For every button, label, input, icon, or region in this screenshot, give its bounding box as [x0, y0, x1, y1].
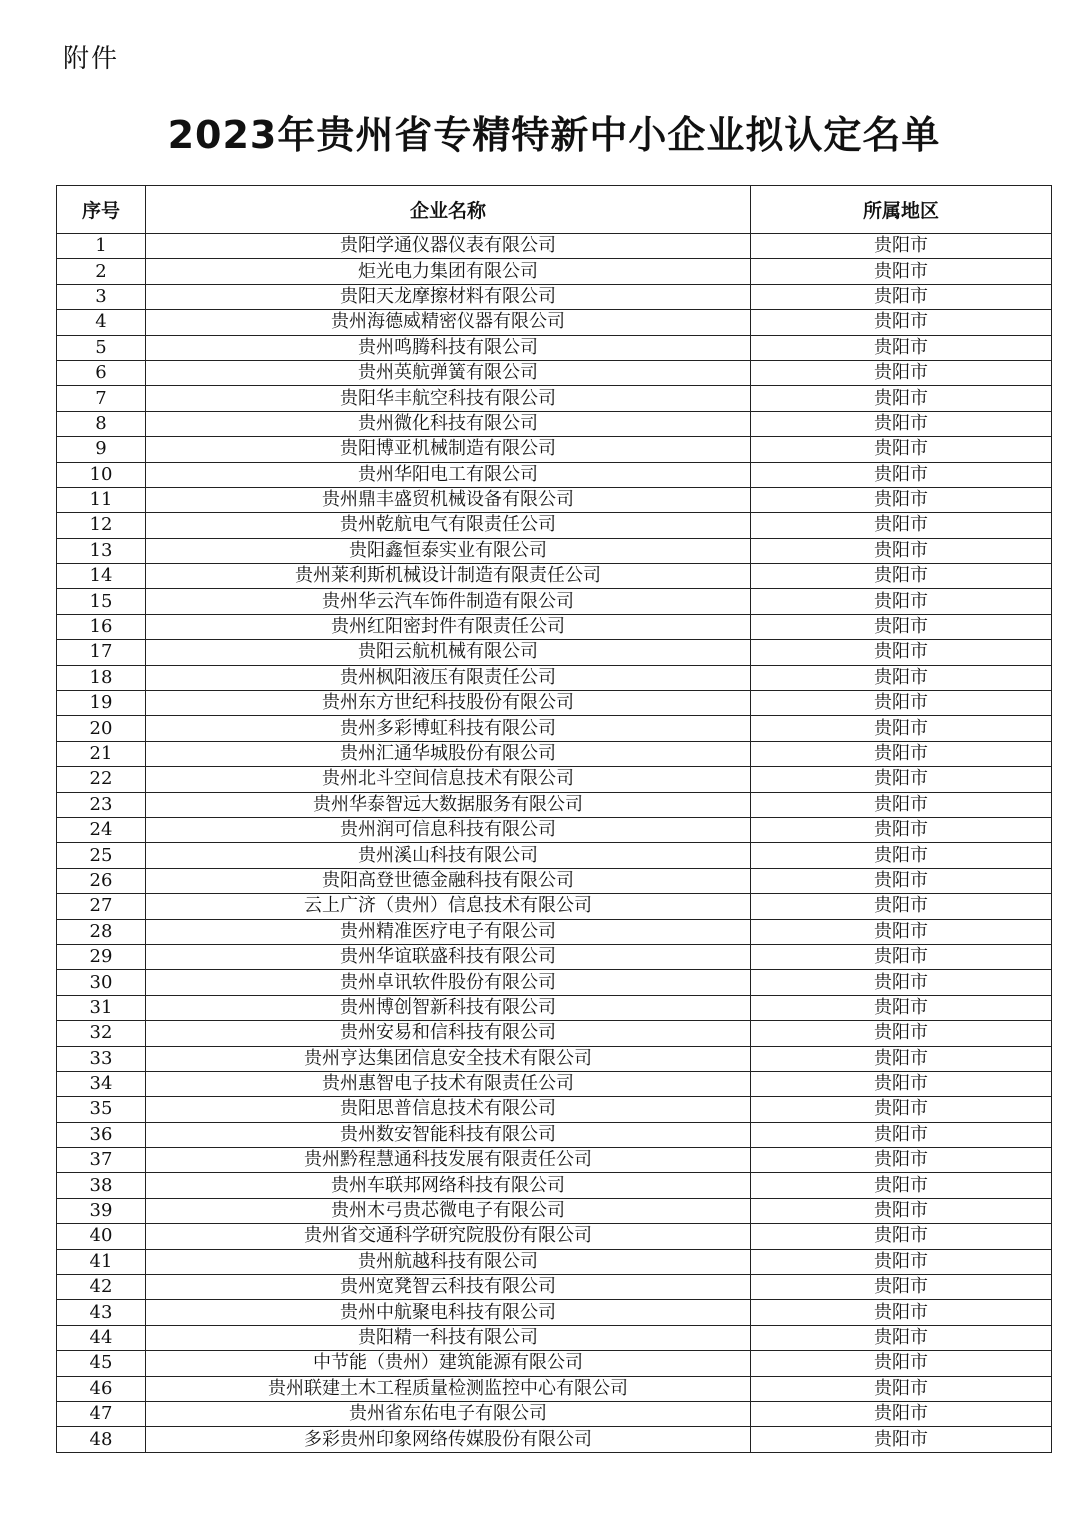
table-row: [57, 411, 1052, 436]
enterprise-name-cell: 贵州鼎丰盛贸机械设备有限公司: [146, 487, 751, 512]
enterprise-name-cell: 贵阳天龙摩擦材料有限公司: [146, 284, 751, 309]
row-index-cell: 37: [57, 1148, 146, 1173]
table-row: [57, 1325, 1052, 1350]
table-row: [57, 1122, 1052, 1147]
row-index-cell: 42: [57, 1275, 146, 1300]
enterprise-name-cell: 贵州航越科技有限公司: [146, 1249, 751, 1274]
table-row: [57, 665, 1052, 690]
table-row: [57, 1097, 1052, 1122]
enterprise-name-cell: 贵州汇通华城股份有限公司: [146, 741, 751, 766]
enterprise-name-cell: 云上广济（贵州）信息技术有限公司: [146, 894, 751, 919]
enterprise-name-cell: 贵州数安智能科技有限公司: [146, 1122, 751, 1147]
page-title: 2023年贵州省专精特新中小企业拟认定名单: [167, 113, 941, 157]
region-cell: 贵阳市: [751, 538, 1052, 563]
table-row: [57, 691, 1052, 716]
table-row: [57, 564, 1052, 589]
row-index-cell: 46: [57, 1376, 146, 1401]
row-index-cell: 29: [57, 944, 146, 969]
region-cell: 贵阳市: [751, 335, 1052, 360]
region-cell: 贵阳市: [751, 259, 1052, 284]
table-row: [57, 1249, 1052, 1274]
table-row: [57, 944, 1052, 969]
table-row: [57, 462, 1052, 487]
table-row: [57, 589, 1052, 614]
row-index-cell: 17: [57, 640, 146, 665]
table-row: [57, 868, 1052, 893]
enterprise-name-cell: 贵阳鑫恒泰实业有限公司: [146, 538, 751, 563]
table-row: [57, 1071, 1052, 1096]
enterprise-name-cell: 贵州北斗空间信息技术有限公司: [146, 767, 751, 792]
region-cell: 贵阳市: [751, 1173, 1052, 1198]
row-index-cell: 21: [57, 741, 146, 766]
region-cell: 贵阳市: [751, 310, 1052, 335]
table-row: [57, 1401, 1052, 1426]
row-index-cell: 4: [57, 310, 146, 335]
row-index-cell: 43: [57, 1300, 146, 1325]
row-index-cell: 22: [57, 767, 146, 792]
table-row: [57, 386, 1052, 411]
table-row: [57, 335, 1052, 360]
enterprise-name-cell: 贵阳高登世德金融科技有限公司: [146, 868, 751, 893]
row-index-cell: 26: [57, 868, 146, 893]
table-row: [57, 767, 1052, 792]
region-cell: 贵阳市: [751, 1071, 1052, 1096]
region-cell: 贵阳市: [751, 1148, 1052, 1173]
region-cell: 贵阳市: [751, 1325, 1052, 1350]
table-body: [57, 234, 1052, 1453]
region-cell: 贵阳市: [751, 894, 1052, 919]
enterprise-name-cell: 贵州亨达集团信息安全技术有限公司: [146, 1046, 751, 1071]
enterprise-name-cell: 贵阳华丰航空科技有限公司: [146, 386, 751, 411]
enterprise-name-cell: 贵州红阳密封件有限责任公司: [146, 614, 751, 639]
row-index-cell: 32: [57, 1021, 146, 1046]
region-cell: 贵阳市: [751, 970, 1052, 995]
enterprise-name-cell: 多彩贵州印象网络传媒股份有限公司: [146, 1427, 751, 1452]
enterprise-name-cell: 贵阳博亚机械制造有限公司: [146, 437, 751, 462]
row-index-cell: 27: [57, 894, 146, 919]
enterprise-name-cell: 贵阳学通仪器仪表有限公司: [146, 234, 751, 259]
row-index-cell: 7: [57, 386, 146, 411]
row-index-cell: 10: [57, 462, 146, 487]
enterprise-name-cell: 贵州卓讯软件股份有限公司: [146, 970, 751, 995]
enterprise-name-cell: 贵州华谊联盛科技有限公司: [146, 944, 751, 969]
enterprise-name-cell: 贵州华云汽车饰件制造有限公司: [146, 589, 751, 614]
enterprise-name-cell: 贵州联建土木工程质量检测监控中心有限公司: [146, 1376, 751, 1401]
region-cell: 贵阳市: [751, 1300, 1052, 1325]
enterprise-name-cell: 贵州东方世纪科技股份有限公司: [146, 691, 751, 716]
row-index-cell: 12: [57, 513, 146, 538]
table-row: [57, 284, 1052, 309]
table-row: [57, 817, 1052, 842]
enterprise-name-cell: 贵州精准医疗电子有限公司: [146, 919, 751, 944]
table-row: [57, 716, 1052, 741]
region-cell: 贵阳市: [751, 1097, 1052, 1122]
row-index-cell: 11: [57, 487, 146, 512]
table-row: [57, 1198, 1052, 1223]
table-row: [57, 1148, 1052, 1173]
region-cell: 贵阳市: [751, 1376, 1052, 1401]
enterprise-name-cell: 贵州海德威精密仪器有限公司: [146, 310, 751, 335]
column-header-enterprise-name: 企业名称: [146, 186, 751, 234]
enterprise-name-cell: 贵州多彩博虹科技有限公司: [146, 716, 751, 741]
region-cell: 贵阳市: [751, 919, 1052, 944]
row-index-cell: 47: [57, 1401, 146, 1426]
region-cell: 贵阳市: [751, 1351, 1052, 1376]
region-cell: 贵阳市: [751, 741, 1052, 766]
enterprise-name-cell: 贵州华阳电工有限公司: [146, 462, 751, 487]
row-index-cell: 20: [57, 716, 146, 741]
region-cell: 贵阳市: [751, 564, 1052, 589]
column-header-index: 序号: [57, 186, 146, 234]
table-row: [57, 1173, 1052, 1198]
region-cell: 贵阳市: [751, 1249, 1052, 1274]
row-index-cell: 6: [57, 360, 146, 385]
region-cell: 贵阳市: [751, 665, 1052, 690]
table-row: [57, 741, 1052, 766]
row-index-cell: 15: [57, 589, 146, 614]
row-index-cell: 1: [57, 234, 146, 259]
enterprise-name-cell: 贵州鸣腾科技有限公司: [146, 335, 751, 360]
region-cell: 贵阳市: [751, 614, 1052, 639]
table-row: [57, 487, 1052, 512]
row-index-cell: 3: [57, 284, 146, 309]
region-cell: 贵阳市: [751, 640, 1052, 665]
enterprise-name-cell: 贵州惠智电子技术有限责任公司: [146, 1071, 751, 1096]
enterprise-name-cell: 贵州英航弹簧有限公司: [146, 360, 751, 385]
table-row: [57, 310, 1052, 335]
enterprise-name-cell: 贵州省交通科学研究院股份有限公司: [146, 1224, 751, 1249]
enterprise-name-cell: 贵州宽凳智云科技有限公司: [146, 1275, 751, 1300]
enterprise-name-cell: 贵州省东佑电子有限公司: [146, 1401, 751, 1426]
row-index-cell: 19: [57, 691, 146, 716]
row-index-cell: 38: [57, 1173, 146, 1198]
table-row: [57, 513, 1052, 538]
row-index-cell: 48: [57, 1427, 146, 1452]
row-index-cell: 16: [57, 614, 146, 639]
row-index-cell: 9: [57, 437, 146, 462]
region-cell: 贵阳市: [751, 462, 1052, 487]
table-row: [57, 1021, 1052, 1046]
table-row: [57, 843, 1052, 868]
enterprise-name-cell: 中节能（贵州）建筑能源有限公司: [146, 1351, 751, 1376]
region-cell: 贵阳市: [751, 1198, 1052, 1223]
table-row: [57, 234, 1052, 259]
row-index-cell: 23: [57, 792, 146, 817]
table-row: [57, 1300, 1052, 1325]
attachment-label: 附件: [63, 44, 120, 74]
table-row: [57, 792, 1052, 817]
row-index-cell: 13: [57, 538, 146, 563]
table-row: [57, 995, 1052, 1020]
enterprise-name-cell: 贵州溪山科技有限公司: [146, 843, 751, 868]
row-index-cell: 31: [57, 995, 146, 1020]
region-cell: 贵阳市: [751, 1401, 1052, 1426]
region-cell: 贵阳市: [751, 487, 1052, 512]
enterprise-name-cell: 贵州安易和信科技有限公司: [146, 1021, 751, 1046]
row-index-cell: 41: [57, 1249, 146, 1274]
enterprise-name-cell: 贵州枫阳液压有限责任公司: [146, 665, 751, 690]
table-row: [57, 1376, 1052, 1401]
region-cell: 贵阳市: [751, 437, 1052, 462]
row-index-cell: 33: [57, 1046, 146, 1071]
table-row: [57, 640, 1052, 665]
enterprise-name-cell: 贵阳思普信息技术有限公司: [146, 1097, 751, 1122]
row-index-cell: 5: [57, 335, 146, 360]
enterprise-name-cell: 贵州黔程慧通科技发展有限责任公司: [146, 1148, 751, 1173]
region-cell: 贵阳市: [751, 1021, 1052, 1046]
enterprise-name-cell: 贵州中航聚电科技有限公司: [146, 1300, 751, 1325]
enterprise-name-cell: 贵阳云航机械有限公司: [146, 640, 751, 665]
enterprise-name-cell: 炬光电力集团有限公司: [146, 259, 751, 284]
row-index-cell: 45: [57, 1351, 146, 1376]
table-row: [57, 1224, 1052, 1249]
enterprise-name-cell: 贵州华泰智远大数据服务有限公司: [146, 792, 751, 817]
table-row: [57, 259, 1052, 284]
region-cell: 贵阳市: [751, 767, 1052, 792]
region-cell: 贵阳市: [751, 817, 1052, 842]
table-row: [57, 1427, 1052, 1452]
region-cell: 贵阳市: [751, 1275, 1052, 1300]
column-header-region: 所属地区: [751, 186, 1052, 234]
region-cell: 贵阳市: [751, 1122, 1052, 1147]
row-index-cell: 34: [57, 1071, 146, 1096]
region-cell: 贵阳市: [751, 513, 1052, 538]
row-index-cell: 30: [57, 970, 146, 995]
row-index-cell: 25: [57, 843, 146, 868]
region-cell: 贵阳市: [751, 691, 1052, 716]
row-index-cell: 40: [57, 1224, 146, 1249]
table-row: [57, 894, 1052, 919]
table-row: [57, 1046, 1052, 1071]
enterprise-name-cell: 贵州木弓贵芯微电子有限公司: [146, 1198, 751, 1223]
table-row: [57, 1275, 1052, 1300]
region-cell: 贵阳市: [751, 386, 1052, 411]
region-cell: 贵阳市: [751, 1427, 1052, 1452]
row-index-cell: 36: [57, 1122, 146, 1147]
enterprise-name-cell: 贵州微化科技有限公司: [146, 411, 751, 436]
row-index-cell: 8: [57, 411, 146, 436]
region-cell: 贵阳市: [751, 360, 1052, 385]
enterprise-name-cell: 贵州乾航电气有限责任公司: [146, 513, 751, 538]
region-cell: 贵阳市: [751, 995, 1052, 1020]
row-index-cell: 28: [57, 919, 146, 944]
row-index-cell: 14: [57, 564, 146, 589]
region-cell: 贵阳市: [751, 589, 1052, 614]
region-cell: 贵阳市: [751, 1224, 1052, 1249]
enterprise-name-cell: 贵阳精一科技有限公司: [146, 1325, 751, 1350]
row-index-cell: 2: [57, 259, 146, 284]
region-cell: 贵阳市: [751, 868, 1052, 893]
row-index-cell: 24: [57, 817, 146, 842]
table-row: [57, 360, 1052, 385]
row-index-cell: 18: [57, 665, 146, 690]
table-row: [57, 437, 1052, 462]
region-cell: 贵阳市: [751, 843, 1052, 868]
region-cell: 贵阳市: [751, 234, 1052, 259]
enterprise-name-cell: 贵州润可信息科技有限公司: [146, 817, 751, 842]
enterprise-name-cell: 贵州车联邦网络科技有限公司: [146, 1173, 751, 1198]
table-row: [57, 970, 1052, 995]
enterprise-name-cell: 贵州莱利斯机械设计制造有限责任公司: [146, 564, 751, 589]
enterprise-list-table: [56, 185, 1052, 1453]
table-row: [57, 538, 1052, 563]
row-index-cell: 44: [57, 1325, 146, 1350]
row-index-cell: 39: [57, 1198, 146, 1223]
enterprise-name-cell: 贵州博创智新科技有限公司: [146, 995, 751, 1020]
region-cell: 贵阳市: [751, 411, 1052, 436]
region-cell: 贵阳市: [751, 792, 1052, 817]
region-cell: 贵阳市: [751, 284, 1052, 309]
table-header-row: [57, 186, 1052, 234]
region-cell: 贵阳市: [751, 716, 1052, 741]
row-index-cell: 35: [57, 1097, 146, 1122]
table-row: [57, 919, 1052, 944]
region-cell: 贵阳市: [751, 944, 1052, 969]
table-row: [57, 1351, 1052, 1376]
region-cell: 贵阳市: [751, 1046, 1052, 1071]
table-row: [57, 614, 1052, 639]
